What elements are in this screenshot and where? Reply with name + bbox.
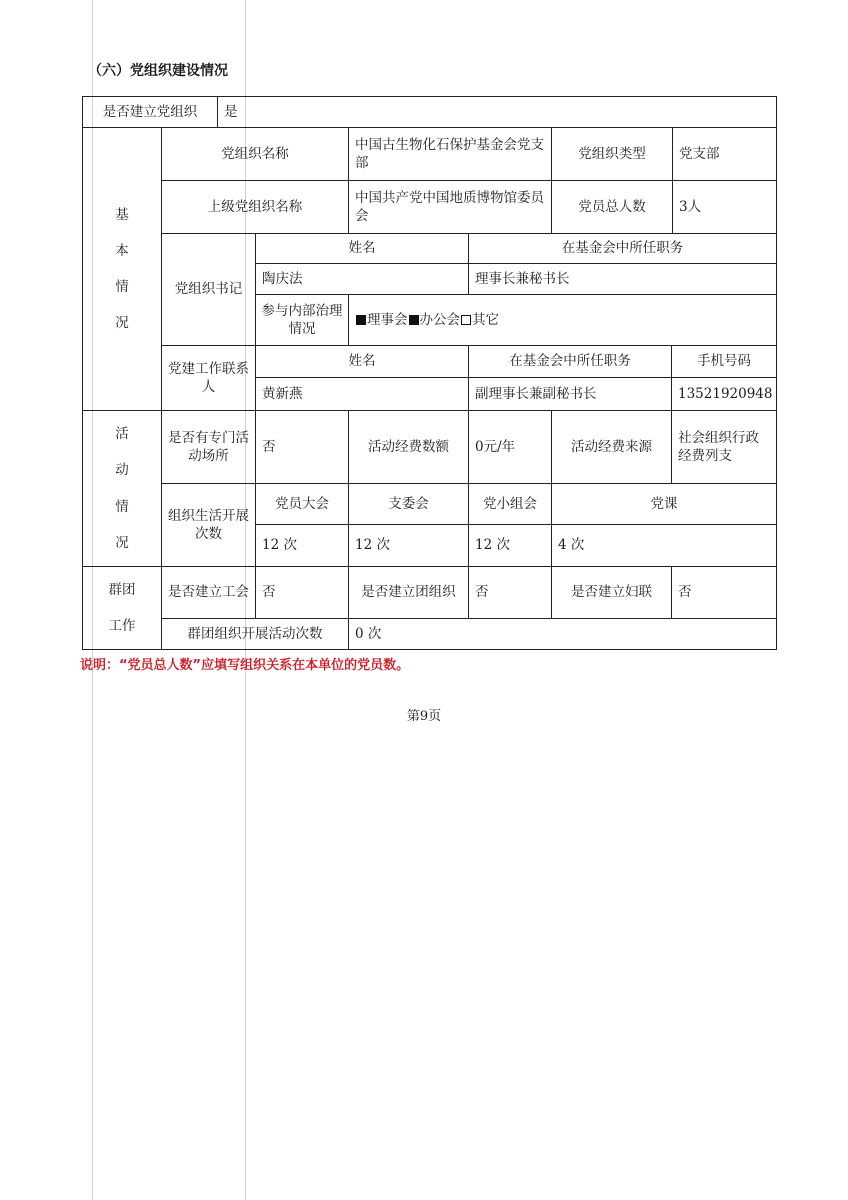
basic-char-4: 况	[115, 315, 129, 332]
parent-org-value: 中国共产党中国地质博物馆委员会	[348, 180, 552, 234]
life-header-1: 党员大会	[255, 483, 349, 525]
basic-char-3: 情	[115, 279, 129, 295]
activity-char-1: 活	[115, 426, 129, 443]
activity-char-3: 情	[115, 498, 129, 515]
governance-checkbox-2	[409, 315, 419, 325]
activity-char-2: 动	[115, 462, 129, 479]
contact-position-header: 在基金会中所任职务	[468, 345, 672, 378]
life-header-4: 党课	[551, 483, 777, 525]
youth-value: 否	[468, 566, 552, 619]
org-type-label: 党组织类型	[551, 127, 673, 181]
secretary-position: 理事长兼秘书长	[468, 263, 777, 295]
mass-group-label	[82, 566, 162, 650]
life-header-3: 党小组会	[468, 483, 552, 525]
funding-amount-value: 0元/年	[468, 410, 552, 484]
phone-header: 手机号码	[671, 345, 777, 378]
basic-char-2: 本	[115, 242, 129, 259]
activity-group-label	[82, 410, 162, 567]
governance-option-2-label: 办公会	[419, 311, 460, 328]
contact-name-header: 姓名	[255, 345, 469, 378]
org-name-value: 中国古生物化石保护基金会党支部	[348, 127, 552, 181]
member-total-label: 党员总人数	[551, 180, 673, 234]
established-value: 是	[217, 96, 777, 128]
women-label: 是否建立妇联	[551, 566, 672, 619]
established-label: 是否建立党组织	[82, 96, 218, 128]
org-name-label: 党组织名称	[161, 127, 349, 181]
governance-option-3-label: 其它	[472, 311, 499, 328]
venue-label: 是否有专门活动场所	[161, 410, 256, 484]
org-type-value: 党支部	[672, 127, 777, 181]
parent-org-label: 上级党组织名称	[161, 180, 349, 234]
mass-count-value: 0 次	[348, 618, 777, 650]
governance-options	[348, 294, 777, 346]
women-value: 否	[671, 566, 777, 619]
funding-source-label: 活动经费来源	[551, 410, 672, 484]
mass-char-1: 群团	[108, 581, 136, 598]
contact-position: 副理事长兼副秘书长	[468, 377, 672, 411]
secretary-label: 党组织书记	[161, 233, 256, 346]
mass-count-label: 群团组织开展活动次数	[161, 618, 349, 650]
footnote: 说明：“党员总人数”应填写组织关系在本单位的党员数。	[80, 658, 410, 673]
activity-char-4: 况	[115, 534, 129, 551]
governance-label: 参与内部治理情况	[255, 294, 349, 346]
secretary-name: 陶庆法	[255, 263, 469, 295]
member-total-value: 3人	[672, 180, 777, 234]
union-label: 是否建立工会	[161, 566, 256, 619]
contact-phone: 13521920948	[671, 377, 777, 411]
union-value: 否	[255, 566, 349, 619]
funding-source-value: 社会组织行政经费列支	[671, 410, 777, 484]
life-header-2: 支委会	[348, 483, 469, 525]
basic-info-group-label	[82, 127, 162, 411]
section-title: （六）党组织建设情况	[88, 63, 228, 79]
youth-label: 是否建立团组织	[348, 566, 469, 619]
contact-name: 黄新燕	[255, 377, 469, 411]
life-value-1: 12 次	[255, 524, 349, 567]
governance-checkbox-3	[461, 315, 471, 325]
governance-checkbox-1	[356, 315, 366, 325]
secretary-name-header: 姓名	[255, 233, 469, 264]
venue-value: 否	[255, 410, 349, 484]
governance-option-1-label: 理事会	[367, 311, 408, 328]
contact-label: 党建工作联系人	[161, 345, 256, 411]
page-number: 第9页	[406, 709, 442, 724]
life-value-4: 4 次	[551, 524, 777, 567]
secretary-position-header: 在基金会中所任职务	[468, 233, 777, 264]
mass-char-2: 工作	[108, 618, 136, 634]
basic-char-1: 基	[115, 206, 129, 223]
funding-amount-label: 活动经费数额	[348, 410, 469, 484]
life-value-3: 12 次	[468, 524, 552, 567]
life-count-label: 组织生活开展次数	[161, 483, 256, 567]
life-value-2: 12 次	[348, 524, 469, 567]
